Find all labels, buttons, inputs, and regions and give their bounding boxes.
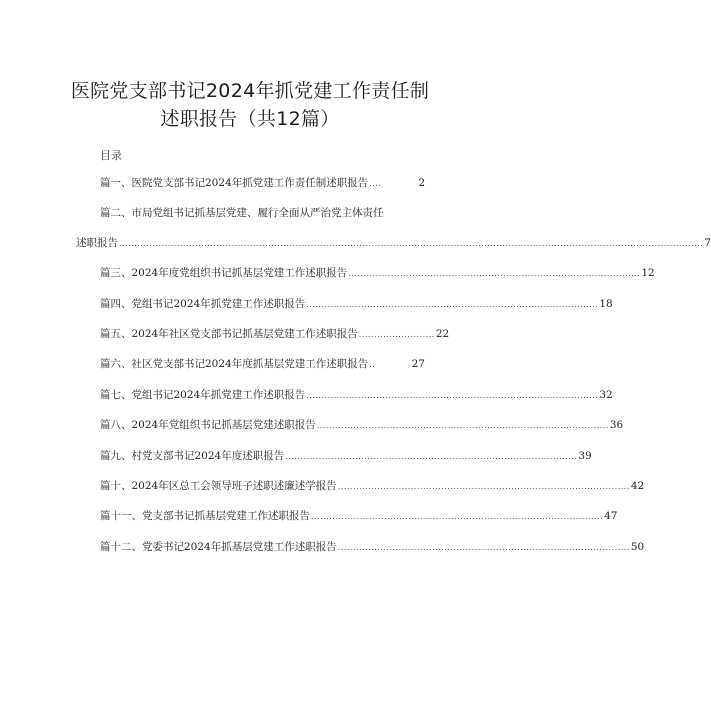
toc-entry-page: 22 [435,328,450,340]
toc-entry-page: 7 [704,237,711,249]
toc-entry-label: 篇六、社区党支部书记2024年度抓基层党建工作述职报告 [100,358,369,370]
toc-entry-page: 36 [609,419,624,431]
toc-leader-dots: .. [369,360,376,369]
toc-entry[interactable] [100,326,450,342]
toc-entry-wrapped-line-1[interactable]: 篇二、市局党组书记抓基层党建、履行全面从严治党主体责任 [100,207,384,219]
toc-entry[interactable] [100,539,645,555]
toc-leader-dots: ................................................................................................ [306,300,599,309]
toc-leader-dots: .... [369,179,382,188]
toc-leader-dots: ................................................................................................ [311,512,604,521]
toc-leader-dots: ................................................................................................ [348,269,641,278]
toc-entry-page: 32 [599,389,613,401]
toc-heading: 目录 [100,149,122,162]
toc-entry-page: 39 [578,450,592,462]
toc-entry[interactable] [100,448,592,464]
toc-entry-label: 篇十一、党支部书记抓基层党建工作述职报告 [100,510,310,522]
toc-entry-label: 篇一、医院党支部书记2024年抓党建工作责任制述职报告 [100,177,369,189]
toc-entry[interactable] [100,356,425,372]
toc-entry-page: 50 [630,541,645,553]
toc-entry-page: 12 [641,267,655,279]
toc-entry-page: 47 [604,510,618,522]
toc-leader-dots: ................................................................................................ [285,452,578,461]
toc-entry-page: 2 [418,177,425,189]
toc-entry-wrapped-line-2[interactable] [76,235,711,251]
toc-entry[interactable] [100,296,613,312]
toc-entry-page: 27 [411,358,425,370]
toc-entry-label: 篇七、党组书记2024年抓党建工作述职报告 [100,389,306,401]
toc-leader-dots: ................................................................................................................................................................................................ [119,239,704,248]
toc-leader-dots: ................................................................................................ [306,391,599,400]
toc-entry[interactable] [100,387,613,403]
document-title-line-1: 医院党支部书记2024年抓党建工作责任制 [70,80,430,102]
toc-entry[interactable] [100,508,618,524]
toc-leader-dots: ................................................................................................ [337,543,630,552]
toc-leader-dots: ................................................................................................ [337,482,630,491]
toc-entry-page: 18 [599,298,613,310]
toc-entry-label: 篇五、2024年社区党支部书记抓基层党建工作述职报告 [100,328,358,340]
toc-entry[interactable] [100,478,645,494]
toc-entry-page: 42 [630,480,645,492]
toc-entry[interactable] [100,175,425,191]
toc-entry[interactable] [100,417,624,433]
toc-entry-label: 篇三、2024年度党组织书记抓基层党建工作述职报告 [100,267,348,279]
toc-entry[interactable] [100,265,655,281]
toc-entry-label: 篇十二、党委书记2024年抓基层党建工作述职报告 [100,541,337,553]
toc-entry-label: 篇十、2024年区总工会领导班子述职述廉述学报告 [100,480,337,492]
toc-leader-dots: ......................... [358,330,435,339]
toc-entry-label: 篇九、村党支部书记2024年度述职报告 [100,450,285,462]
document-title-line-2: 述职报告（共12篇） [160,108,340,130]
toc-entry-label: 篇四、党组书记2024年抓党建工作述职报告 [100,298,306,310]
toc-entry-label: 篇八、2024年党组织书记抓基层党建述职报告 [100,419,316,431]
toc-entry-label: 述职报告 [76,237,118,249]
toc-leader-dots: ................................................................................................ [316,421,609,430]
